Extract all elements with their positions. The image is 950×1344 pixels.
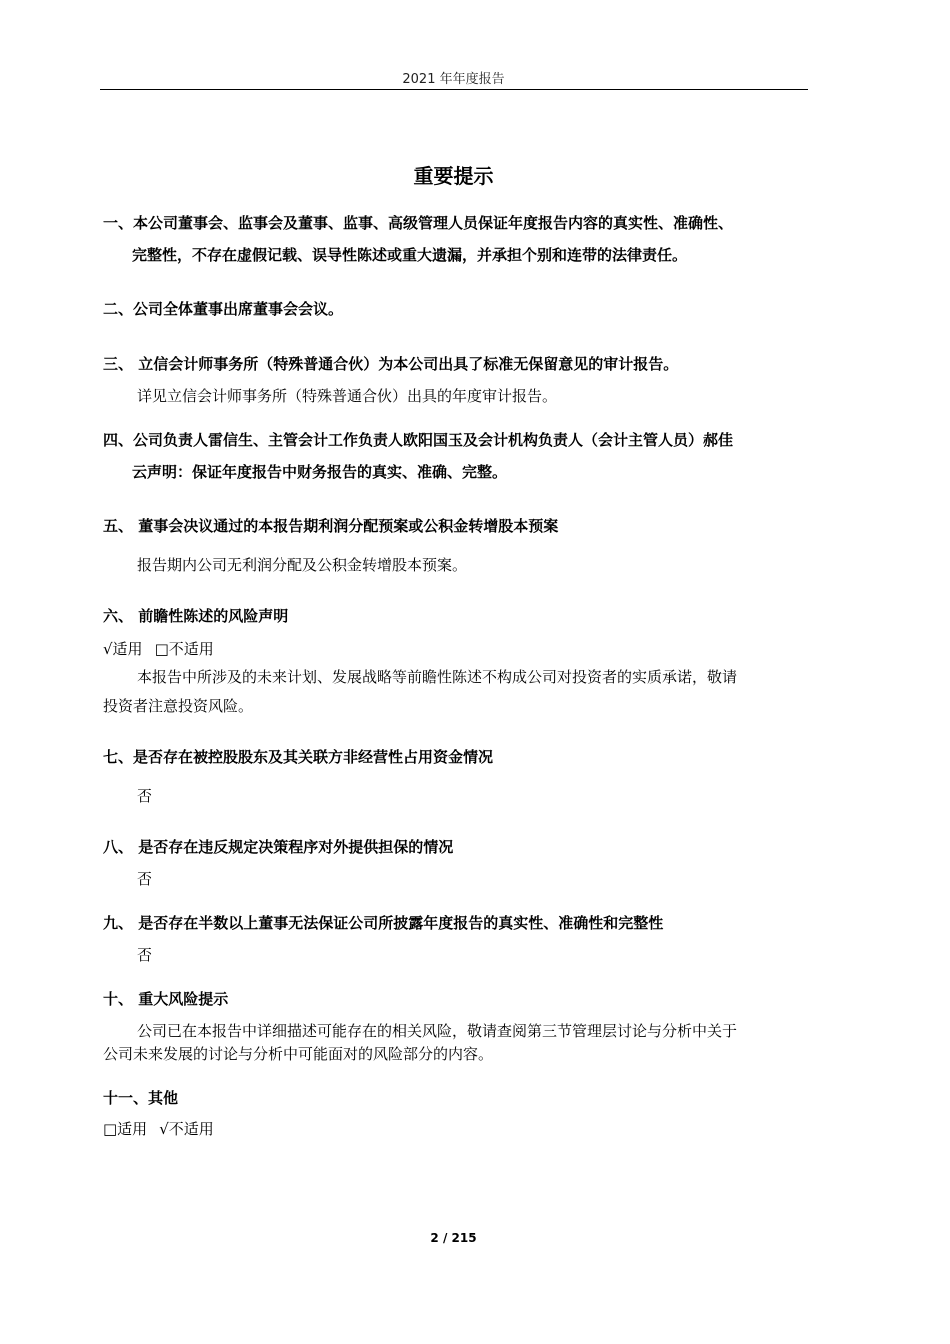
item-10-body: 公司已在本报告中详细描述可能存在的相关风险，敬请查阅第三节管理层讨论与分析中关于 <box>137 1022 738 1040</box>
not-applicable-checked: √不适用 <box>159 1120 214 1138</box>
item-2-heading: 二、公司全体董事出席董事会会议。 <box>103 300 344 318</box>
item-7-heading: 七、是否存在被控股股东及其关联方非经营性占用资金情况 <box>103 748 494 766</box>
item-6-body-cont: 投资者注意投资风险。 <box>103 697 254 715</box>
item-5-body: 报告期内公司无利润分配及公积金转增股本预案。 <box>137 556 468 574</box>
item-7-body: 否 <box>137 787 153 805</box>
item-8-body: 否 <box>137 870 153 888</box>
item-10-heading: 十、 重大风险提示 <box>103 990 229 1008</box>
running-header: 2021 年年度报告 <box>402 72 505 87</box>
item-9-body: 否 <box>137 946 153 964</box>
page-number: 2 / 215 <box>430 1231 477 1245</box>
item-6-applicability <box>103 638 214 659</box>
item-8-heading: 八、 是否存在违反规定决策程序对外提供担保的情况 <box>103 838 454 856</box>
page-title: 重要提示 <box>413 164 494 188</box>
item-10-body-cont: 公司未来发展的讨论与分析中可能面对的风险部分的内容。 <box>103 1045 494 1063</box>
item-5-heading: 五、 董事会决议通过的本报告期利润分配预案或公积金转增股本预案 <box>103 517 559 535</box>
header-rule <box>100 89 808 90</box>
item-6-body: 本报告中所涉及的未来计划、发展战略等前瞻性陈述不构成公司对投资者的实质承诺，敬请 <box>137 668 738 686</box>
applicable-checked: √适用 <box>103 640 143 658</box>
applicable-box: □适用 <box>103 1120 148 1138</box>
item-3-body: 详见立信会计师事务所（特殊普通合伙）出具的年度审计报告。 <box>137 387 558 405</box>
item-4-heading-cont: 云声明：保证年度报告中财务报告的真实、准确、完整。 <box>132 463 508 481</box>
item-1-heading-cont: 完整性，不存在虚假记载、误导性陈述或重大遗漏，并承担个别和连带的法律责任。 <box>132 246 688 264</box>
item-3-heading: 三、 立信会计师事务所（特殊普通合伙）为本公司出具了标准无保留意见的审计报告。 <box>103 355 679 373</box>
item-6-heading: 六、 前瞻性陈述的风险声明 <box>103 607 289 625</box>
not-applicable-box: □不适用 <box>154 640 214 658</box>
item-11-applicability <box>103 1118 214 1139</box>
item-4-heading: 四、公司负责人雷信生、主管会计工作负责人欧阳国玉及会计机构负责人（会计主管人员）郝佳 <box>103 431 734 449</box>
item-1-heading: 一、本公司董事会、监事会及董事、监事、高级管理人员保证年度报告内容的真实性、准确性、 <box>103 214 734 232</box>
item-11-heading: 十一、其他 <box>103 1089 179 1107</box>
item-9-heading: 九、 是否存在半数以上董事无法保证公司所披露年度报告的真实性、准确性和完整性 <box>103 914 664 932</box>
